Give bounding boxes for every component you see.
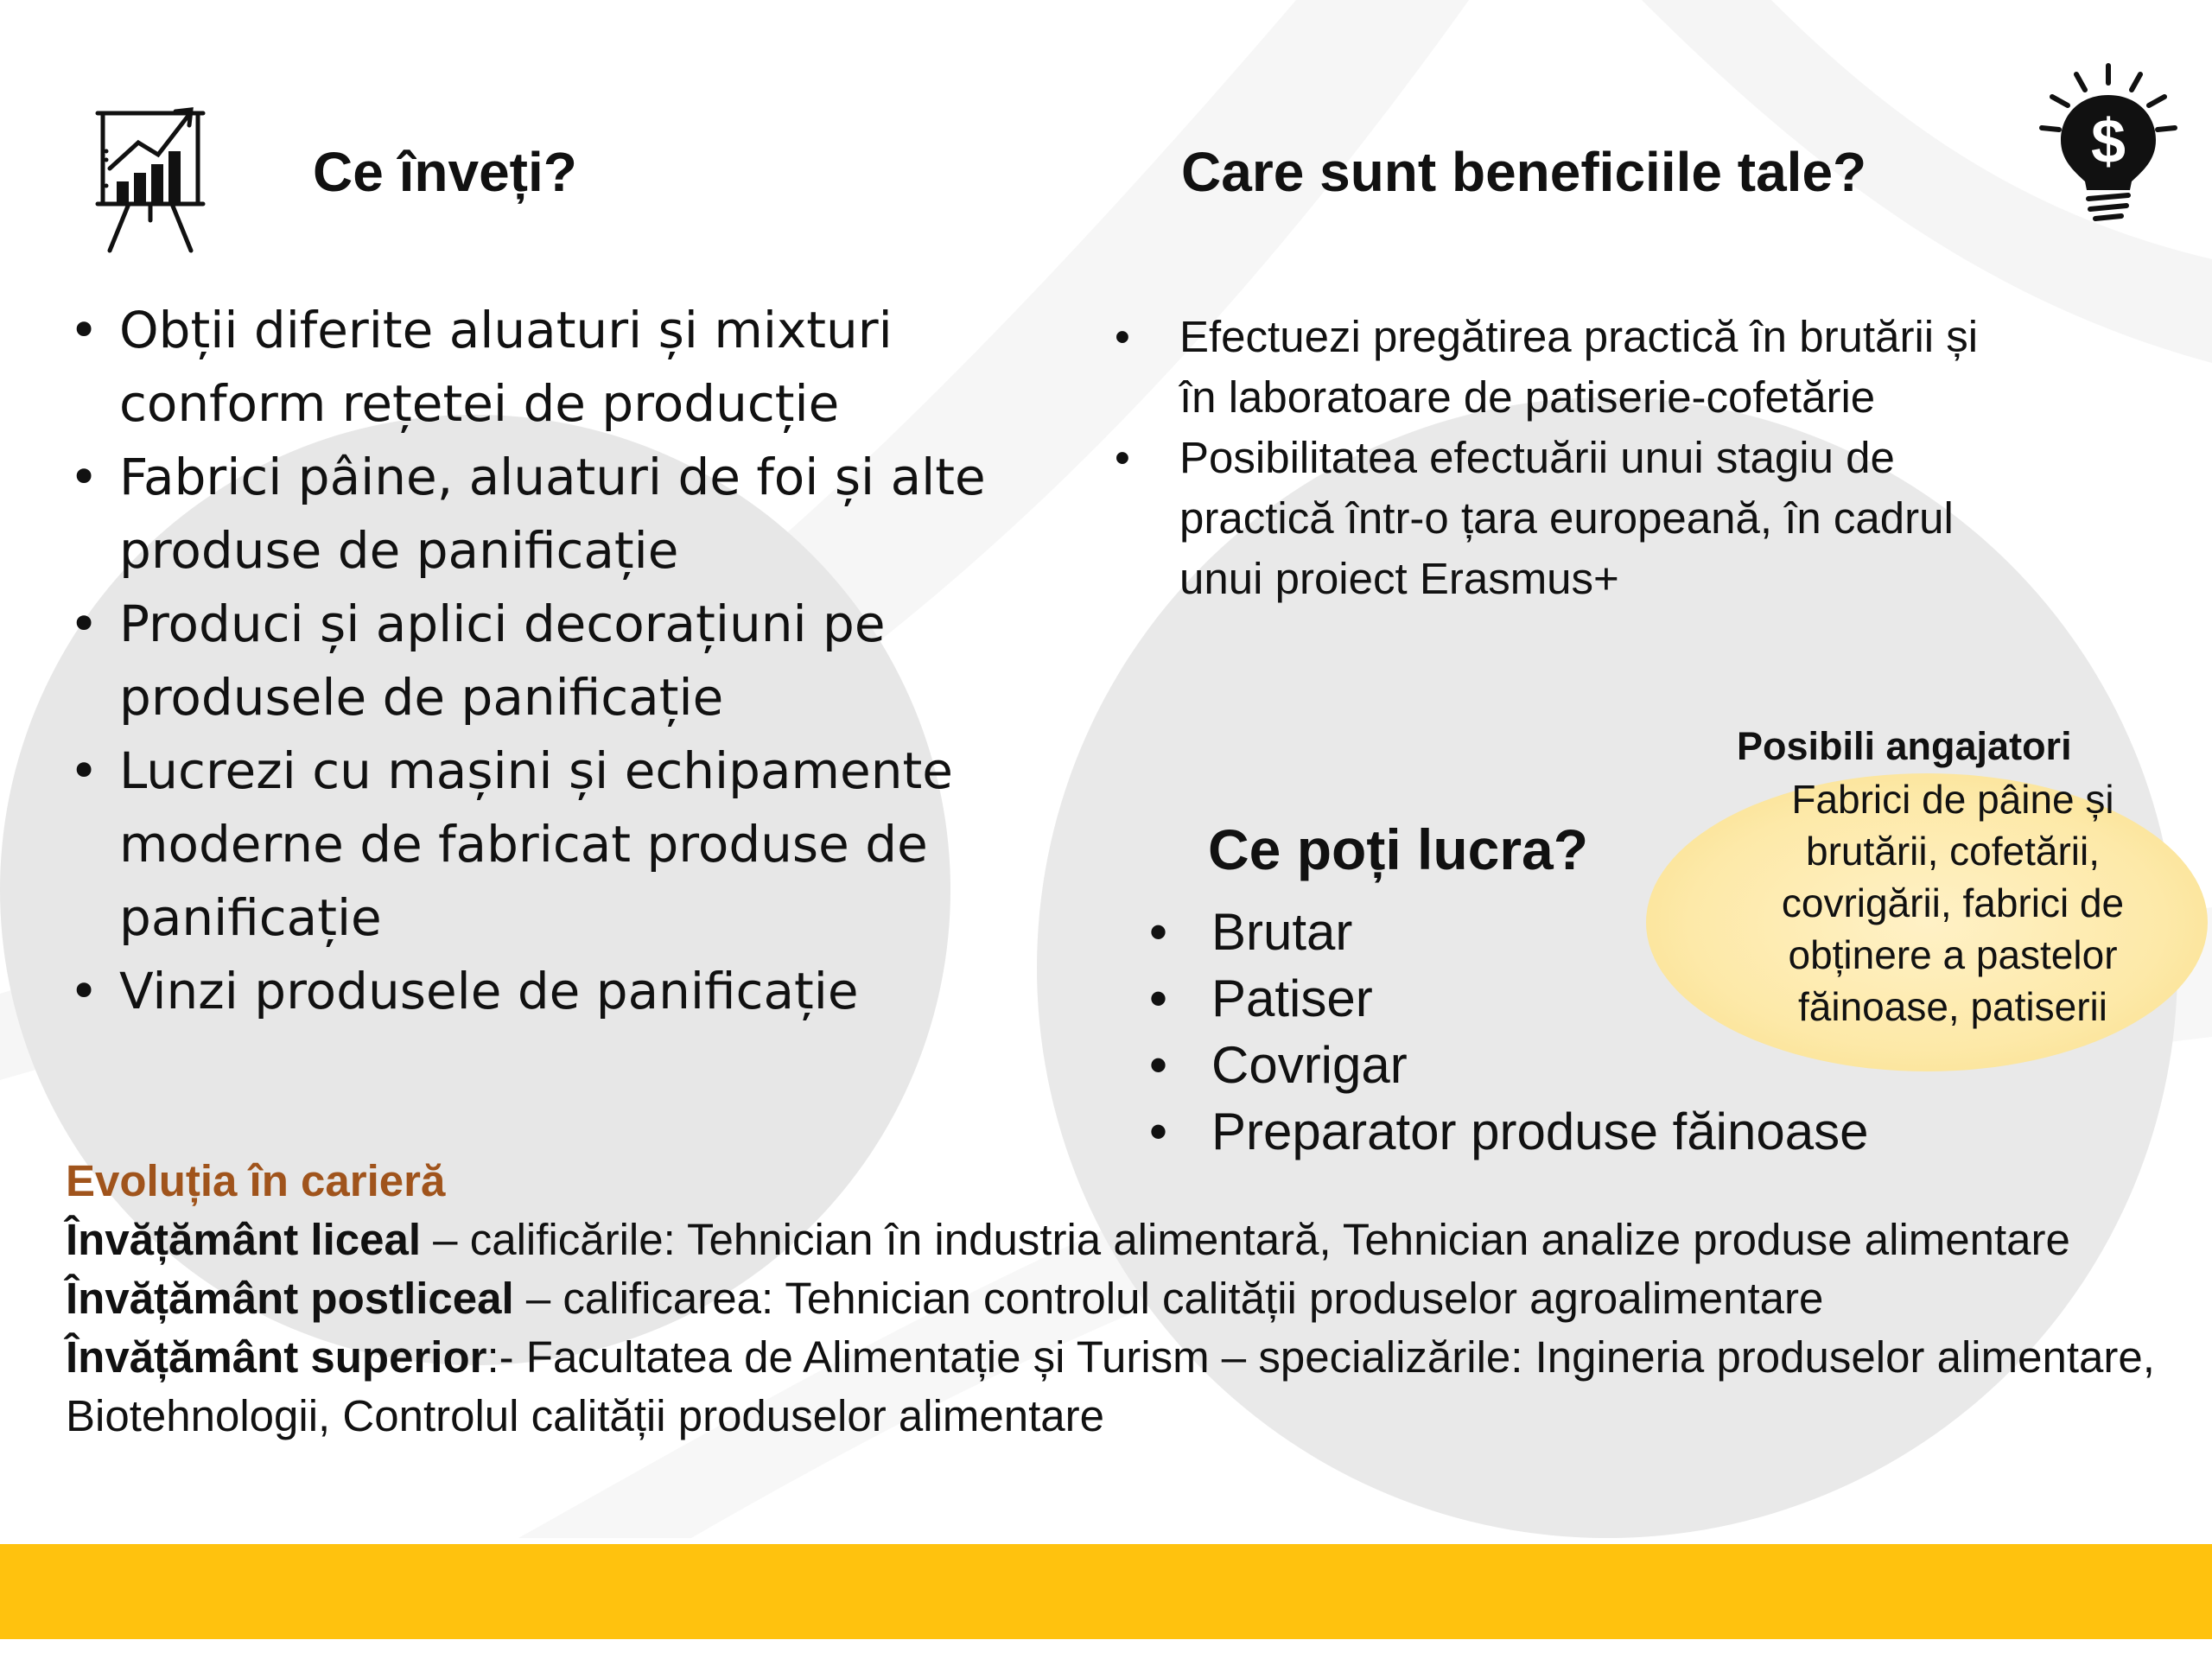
- bullet: •: [1115, 433, 1130, 482]
- list-item: • Efectuezi pregătirea practică în brutării și în laboratoare de patiserie-cofetărie: [1115, 307, 2108, 428]
- lightbulb-dollar-icon: [2035, 60, 2182, 225]
- bullet: •: [69, 301, 99, 359]
- benefits-title: Care sunt beneficiile tale?: [1181, 141, 1867, 203]
- list-item: • Brutar: [1149, 899, 1869, 965]
- bullet: •: [1115, 312, 1130, 361]
- benefits-list: [1115, 307, 2108, 609]
- work-title: Ce poți lucra?: [1208, 817, 1589, 881]
- employers-text: Fabrici de pâine și brutării, cofetării, covrigării, fabrici de obținere a pastelor făinoase, patiserii: [1781, 777, 2125, 1029]
- list-item: • Produci și aplici decorațiuni pe produsele de panificație: [69, 588, 1020, 734]
- learn-list: [69, 294, 1020, 1028]
- svg-text:$: $: [2090, 107, 2126, 176]
- employers-title: Posibili angajatori: [1737, 724, 2072, 768]
- footer-band: [0, 1544, 2212, 1639]
- list-item: • Lucrezi cu mașini și echipamente moderne de fabricat produse de panificație: [69, 734, 1020, 955]
- list-item: • Posibilitatea efectuării unui stagiu de practică într-o țara europeană, în cadrul unui proiect Erasmus+: [1115, 428, 2108, 609]
- career-title: Evoluția în carieră: [66, 1156, 446, 1205]
- career-postlyceum: Învățământ postliceal – calificarea: Tehnician controlul calității produselor agroalimentare: [66, 1274, 1824, 1323]
- list-item: • Fabrici pâine, aluaturi de foi și alte produse de panificație: [69, 441, 1020, 588]
- presentation-chart-icon: [91, 91, 216, 255]
- career-section: [66, 1152, 2157, 1446]
- bullet: •: [69, 741, 99, 800]
- bullet: •: [1149, 1103, 1168, 1160]
- list-item: • Preparator produse făinoase: [1149, 1098, 1869, 1165]
- bullet: •: [69, 962, 99, 1020]
- list-item: • Covrigar: [1149, 1032, 1869, 1098]
- career-lyceum: Învățământ liceal – calificările: Tehnician în industria alimentară, Tehnician analize produse alimentare: [66, 1215, 2070, 1264]
- bullet: •: [1149, 1036, 1168, 1094]
- learn-title: Ce înveți?: [313, 141, 577, 203]
- bullet: •: [1149, 903, 1168, 961]
- list-item: • Obții diferite aluaturi și mixturi conform rețetei de producție: [69, 294, 1020, 441]
- work-list: [1149, 899, 1869, 1165]
- bullet: •: [1149, 969, 1168, 1027]
- career-higher: Învățământ superior:- Facultatea de Alimentație și Turism – specializările: Ingineria produselor alimentare, Biotehnologii, Controlul calității produselor alimentare: [66, 1332, 2155, 1440]
- bullet: •: [69, 594, 99, 653]
- list-item: • Vinzi produsele de panificație: [69, 955, 1020, 1028]
- bullet: •: [69, 448, 99, 506]
- list-item: • Patiser: [1149, 965, 1869, 1032]
